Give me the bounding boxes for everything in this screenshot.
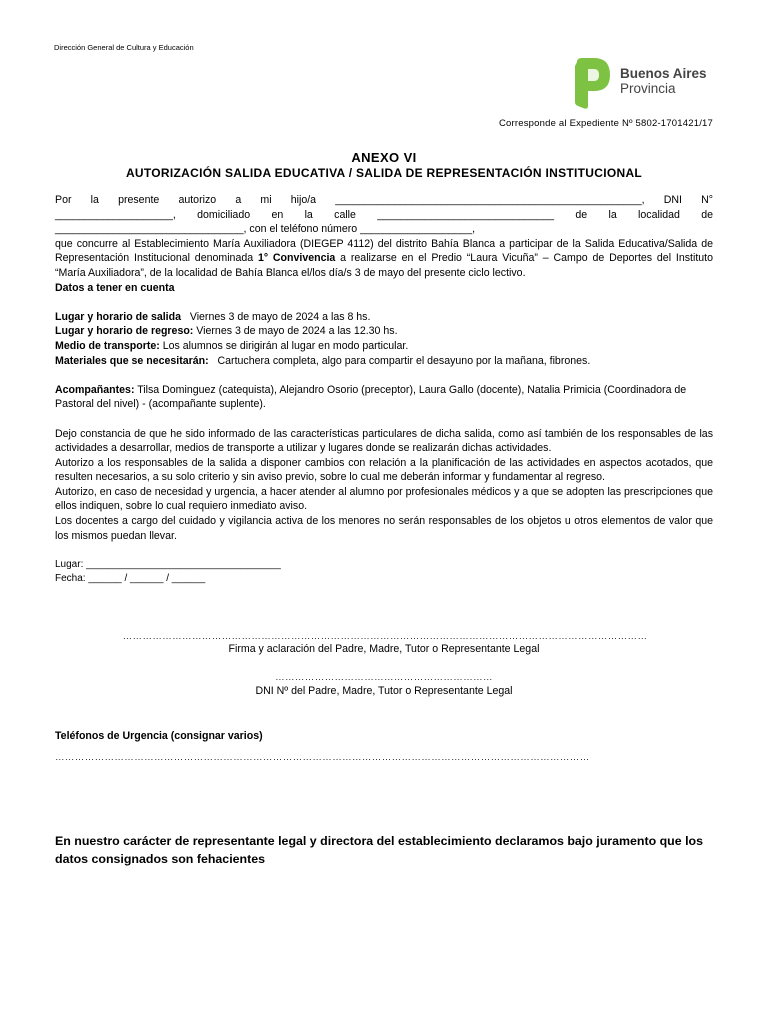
signature-label: Firma y aclaración del Padre, Madre, Tutor o Representante Legal <box>228 643 540 655</box>
intro-paragraph <box>55 237 713 281</box>
datos-title-text: Datos a tener en cuenta <box>55 281 175 294</box>
document-title: ANEXO VI <box>351 150 417 165</box>
lugar-field[interactable]: Lugar: ___________________________________ <box>55 558 281 570</box>
sworn-declaration: En nuestro carácter de representante legal y directora del establecimiento declaramos bajo juramento que los datos consignados son fehacientes <box>55 834 703 866</box>
province-logo <box>574 58 714 110</box>
fecha-field[interactable]: Fecha: ______ / ______ / ______ <box>55 573 206 585</box>
intro-line-1: Por la presente autorizo a mi hijo/a ____________________________________________________, DNI N° <box>55 194 713 206</box>
constancia-4: Los docentes a cargo del cuidado y vigilancia activa de los menores no serán responsables de los objetos u otros elementos de valor que los mismos puedan llevar. <box>55 515 713 542</box>
dni-line[interactable]: ………………………………………………………… <box>275 672 493 683</box>
datos-title <box>55 281 713 296</box>
detail-value: Viernes 3 de mayo de 2024 a las 8 hs. <box>180 310 371 323</box>
constancia-3: Autorizo, en caso de necesidad y urgencia, a hacer atender al alumno por profesionales médicos y a que se adopten las prescripciones que ellos indiquen, sobre lo cual requiero inmediato aviso. <box>55 485 713 513</box>
detail-label: Lugar y horario de salida <box>55 310 181 323</box>
logo-line2: Provincia <box>620 81 676 96</box>
detail-salida <box>55 310 713 325</box>
document-body <box>55 193 713 587</box>
intro-line-3: ________________________________, con el teléfono número ___________________, <box>55 223 476 236</box>
header-org: Dirección General de Cultura y Educación <box>54 43 194 52</box>
signature-line[interactable]: …………………………………………………………………………………………………………………………………………… <box>122 631 648 642</box>
emergency-phones-title: Teléfonos de Urgencia (consignar varios) <box>55 730 263 742</box>
dni-label: DNI Nº del Padre, Madre, Tutor o Representante Legal <box>255 685 513 697</box>
logo-text <box>620 66 707 96</box>
expediente-number: Corresponde al Expediente Nº 5802-1701421/17 <box>498 118 713 129</box>
companions-label: Acompañantes: <box>55 383 135 396</box>
logo-line1: Buenos Aires <box>620 66 707 81</box>
intro-line-2: ____________________, domiciliado en la calle ______________________________ de la localidad de <box>55 208 713 221</box>
intro-text-a: que concurre al Establecimiento María Auxiliadora (DIEGEP 4112) del distrito Bahía Blanca a participar de la Salida Educativa/Salida de Representación Institucional denominada <box>55 237 713 265</box>
event-name: 1° Convivencia <box>257 252 336 265</box>
detail-value: Cartuchera completa, algo para compartir el desayuno por la mañana, fibrones. <box>208 354 591 367</box>
companions-value: Tilsa Dominguez (catequista), Alejandro Osorio (preceptor), Laura Gallo (docente), Natalia Primicia (Coordinadora de Pastoral del nivel) - (acompañante suplente). <box>55 383 687 411</box>
intro-text-b: a realizarse en el Predio “Laura Vicuña” – Campo de Deportes del Instituto “María Auxiliadora”, de la localidad de Bahía Blanca el/los día/s 3 de mayo del presente ciclo lectivo. <box>55 252 713 279</box>
detail-value: Viernes 3 de mayo de 2024 a las 12.30 hs. <box>193 325 398 338</box>
emergency-phones-line[interactable]: ……………………………………………………………………………………………………………………………………………… <box>55 752 590 763</box>
constancia-2: Autorizo a los responsables de la salida a disponer cambios con relación a la planificación de las actividades en aspectos acotados, que resulten necesarios, a su solo criterio y sin aviso previo, sobre lo cual me deberán informar y fundamentar al regreso. <box>55 456 713 484</box>
document-subtitle: AUTORIZACIÓN SALIDA EDUCATIVA / SALIDA DE REPRESENTACIÓN INSTITUCIONAL <box>125 166 643 180</box>
detail-label: Materiales que se necesitarán: <box>55 354 209 367</box>
province-logo-icon <box>574 58 614 110</box>
detail-transporte <box>55 339 713 354</box>
detail-value: Los alumnos se dirigirán al lugar en modo particular. <box>159 339 409 352</box>
detail-label: Medio de transporte: <box>55 339 160 352</box>
detail-regreso <box>55 324 713 339</box>
detail-label: Lugar y horario de regreso: <box>55 325 194 338</box>
constancia-1: Dejo constancia de que he sido informado de las características particulares de dicha salida, como así también de los responsables de las actividades a desarrollar, medios de transporte a utilizar y lugares donde se realizarán dichas actividades. <box>55 427 713 455</box>
detail-materiales <box>55 354 713 369</box>
companions <box>55 383 713 412</box>
